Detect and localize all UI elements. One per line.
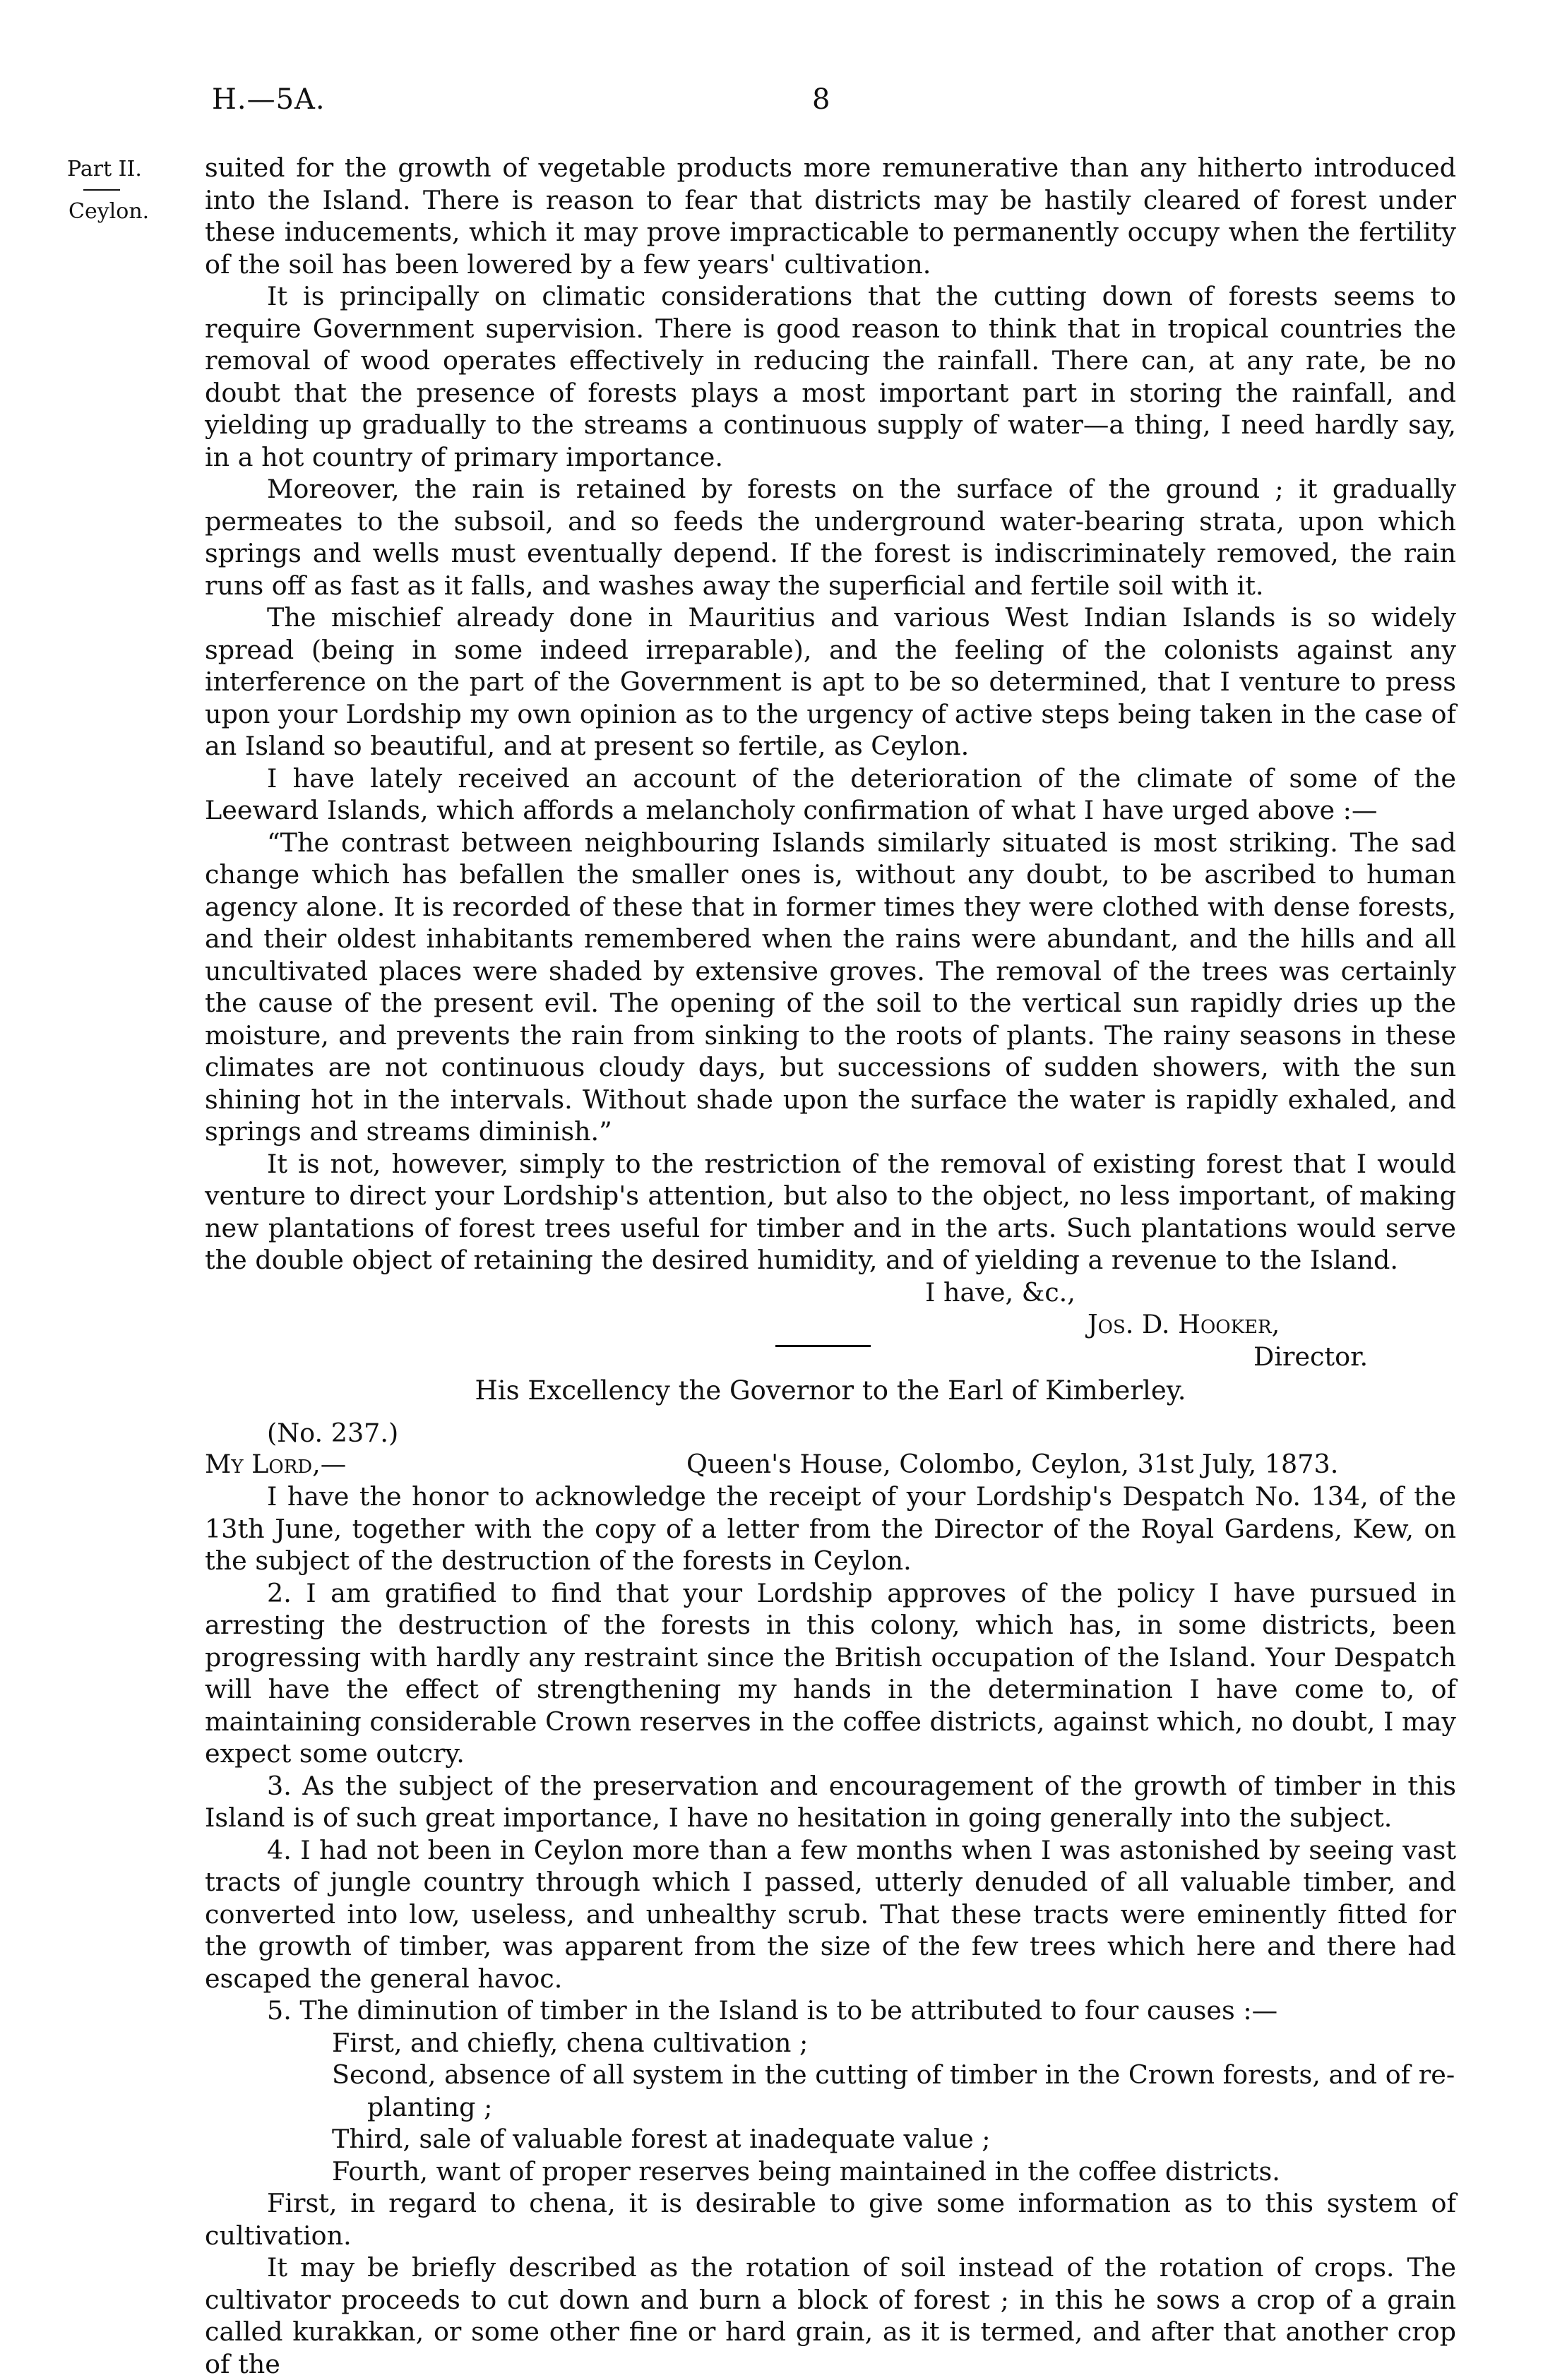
page-number: 8 <box>812 83 831 116</box>
letter-heading: His Excellency the Governor to the Earl of Kimberley. <box>475 1375 1186 1406</box>
paragraph: First, in regard to chena, it is desirable to give some information as to this system of cultivation. <box>205 2188 1456 2251</box>
paragraph: 4. I had not been in Ceylon more than a few months when I was astonished by seeing vast tracts of jungle country through which I passed, utterly denuded of all valuable timber, and converted into low, useless, and unhealthy scrub. That these tracts were eminently fitted for the growth of timber, was apparent from the size of the few trees which here and there had escaped the general havoc. <box>205 1834 1456 1994</box>
section-divider <box>775 1345 871 1347</box>
paragraph: It may be briefly described as the rotation of soil instead of the rotation of crops. The cultivator proceeds to cut down and burn a block of forest ; in this he sows a crop of a grain called kurakkan, or some other fine or hard grain, as it is termed, and after that another crop of the <box>205 2252 1456 2379</box>
cause-item: First, and chiefly, chena cultivation ; <box>332 2027 809 2058</box>
despatch-number: (No. 237.) <box>267 1418 399 1448</box>
document-reference: H.—5A. <box>212 83 326 116</box>
cause-item-continued: planting ; <box>367 2091 493 2122</box>
paragraph: I have lately received an account of the deterioration of the climate of some of the Leeward Islands, which affords a melancholy confirmation of what I have urged above :— <box>205 763 1456 825</box>
address-date: Queen's House, Colombo, Ceylon, 31st July, 1873. <box>686 1449 1339 1479</box>
letter-hooker <box>205 152 1456 1373</box>
margin-country: Ceylon. <box>68 199 150 224</box>
paragraph: I have the honor to acknowledge the receipt of your Lordship's Despatch No. 134, of the 13th June, together with the copy of a letter from the Director of the Royal Gardens, Kew, on the subject of the destruction of the forests in Ceylon. <box>205 1481 1456 1576</box>
salutation: My Lord,— <box>205 1449 347 1479</box>
paragraph: It is not, however, simply to the restriction of the removal of existing forest that I would venture to direct your Lordship's attention, but also to the object, no less important, of making new plantations of forest trees useful for timber and in the arts. Such plantations would serve the double object of retaining the desired humidity, and of yielding a revenue to the Island. <box>205 1148 1456 1275</box>
paragraph: Moreover, the rain is retained by forests on the surface of the ground ; it gradually permeates to the subsoil, and so feeds the underground water-bearing strata, upon which springs and wells must eventually depend. If the forest is indiscriminately removed, the rain runs off as fast as it falls, and washes away the superficial and fertile soil with it. <box>205 474 1456 601</box>
margin-divider <box>83 189 120 191</box>
signature-title: Director. <box>1253 1341 1369 1372</box>
paragraph: It is principally on climatic considerations that the cutting down of forests seems to require Government supervision. There is good reason to think that in tropical countries the removal of wood operates effectively in reducing the rainfall. There can, at any rate, be no doubt that the presence of forests plays a most important part in storing the rainfall, and yielding up gradually to the streams a continuous supply of water—a thing, I need hardly say, in a hot country of primary importance. <box>205 281 1456 472</box>
sign-off: I have, &c., <box>925 1276 1076 1308</box>
paragraph: 2. I am gratified to find that your Lordship approves of the policy I have pursued in arresting the destruction of the forests in this colony, which has, in some districts, been progressing with hardly any restraint since the British occupation of the Island. Your Despatch will have the effect of strengthening my hands in the determination I have come to, of maintaining considerable Crown reserves in the coffee districts, against which, no doubt, I may expect some outcry. <box>205 1577 1456 1769</box>
quoted-passage: “The contrast between neighbouring Islands similarly situated is most striking. The sad change which has befallen the smaller ones is, without any doubt, to be ascribed to human agency alone. It is recorded of these that in former times they were clothed with dense forests, and their oldest inhabitants remembered when the rains were abundant, and the hills and all uncultivated places were shaded by extensive groves. The removal of the trees was certainly the cause of the present evil. The opening of the soil to the vertical sun rapidly dries up the moisture, and prevents the rain from sinking to the roots of plants. The rainy seasons in these climates are not continuous cloudy days, but successions of sudden showers, with the sun shining hot in the intervals. Without shade upon the surface the water is rapidly exhaled, and springs and streams diminish.” <box>205 827 1456 1147</box>
letter-governor <box>205 1481 1456 2380</box>
cause-item: Fourth, want of proper reserves being maintained in the coffee districts. <box>332 2155 1280 2187</box>
paragraph: 5. The diminution of timber in the Island is to be attributed to four causes :— <box>267 1995 1278 2026</box>
margin-part: Part II. <box>67 157 142 181</box>
cause-item: Third, sale of valuable forest at inadequate value ; <box>332 2124 991 2154</box>
paragraph: 3. As the subject of the preservation and encouragement of the growth of timber in this Island is of such great importance, I have no hesitation in going generally into the subject. <box>205 1770 1456 1833</box>
signature: Jos. D. Hooker, <box>1088 1309 1280 1339</box>
paragraph: suited for the growth of vegetable products more remunerative than any hitherto introduced into the Island. There is reason to fear that districts may be hastily cleared of forest under these inducements, which it may prove impracticable to permanently occupy when the fertility of the soil has been lowered by a few years' cultivation. <box>205 153 1456 280</box>
cause-item: Second, absence of all system in the cutting of timber in the Crown forests, and of re- <box>332 2059 1455 2090</box>
paragraph: The mischief already done in Mauritius and various West Indian Islands is so widely spread (being in some indeed irreparable), and the feeling of the colonists against any interference on the part of the Government is apt to be so determined, that I venture to press upon your Lordship my own opinion as to the urgency of active steps being taken in the case of an Island so beautiful, and at present so fertile, as Ceylon. <box>205 602 1456 761</box>
